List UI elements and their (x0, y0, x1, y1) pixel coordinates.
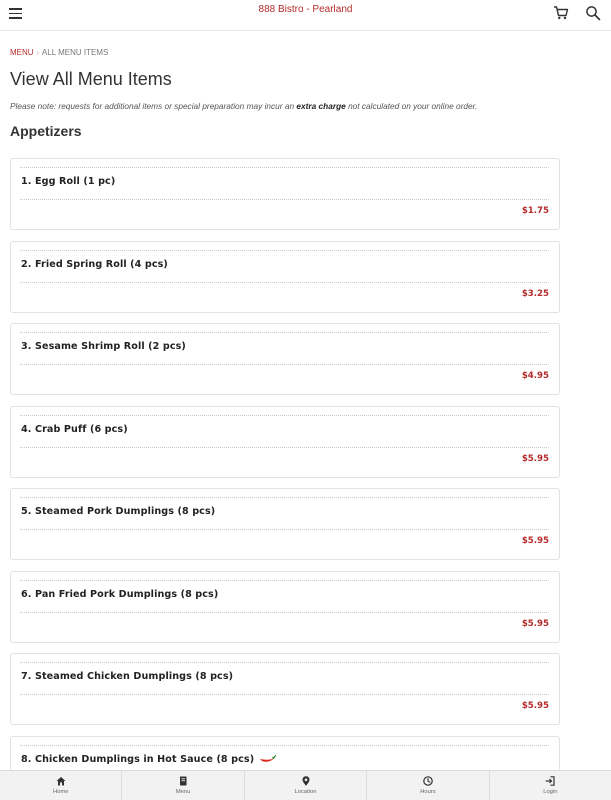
notice-text-end: not calculated on your online order. (345, 101, 478, 111)
login-icon (545, 776, 555, 786)
divider (20, 447, 549, 448)
menu-item-price: $5.95 (521, 453, 549, 464)
menu-item-card[interactable] (10, 158, 560, 230)
nav-hours[interactable] (367, 771, 489, 800)
menu-item-card[interactable] (10, 653, 560, 725)
divider (20, 199, 549, 200)
search-icon[interactable] (585, 5, 601, 21)
nav-menu[interactable] (122, 771, 244, 800)
section-heading-appetizers: Appetizers (10, 123, 82, 139)
nav-location[interactable] (245, 771, 367, 800)
nav-home[interactable] (0, 771, 122, 800)
breadcrumb (10, 48, 108, 57)
menu-item-price: $5.95 (521, 701, 549, 711)
menu-item-card[interactable] (10, 323, 560, 395)
clock-icon (423, 776, 433, 786)
menu-item-name: 4. Crab Puff (6 pcs) (21, 423, 128, 435)
menu-item-name: 5. Steamed Pork Dumplings (8 pcs) (21, 506, 216, 517)
menu-item-price: $4.95 (521, 371, 549, 381)
breadcrumb-current: ALL MENU ITEMS (41, 48, 109, 57)
location-pin-icon (301, 776, 311, 786)
nav-login[interactable] (490, 771, 611, 800)
menu-item-name: 1. Egg Roll (1 pc) (21, 176, 116, 187)
breadcrumb-separator: › (36, 50, 39, 57)
menu-book-icon (178, 776, 188, 786)
divider (20, 497, 549, 498)
divider (20, 612, 549, 613)
menu-item-name: 2. Fried Spring Roll (4 pcs) (21, 258, 168, 270)
menu-item-price: $1.75 (521, 206, 549, 216)
site-title[interactable]: 888 Bistro - Pearland (258, 4, 353, 15)
divider (20, 282, 549, 283)
divider (20, 415, 549, 416)
menu-item-card[interactable] (10, 571, 560, 643)
divider (20, 529, 549, 530)
menu-item-name: 6. Pan Fried Pork Dumplings (8 pcs) (21, 588, 219, 600)
divider (20, 580, 549, 581)
divider (20, 694, 549, 695)
home-icon (56, 776, 66, 786)
menu-item-name: 3. Sesame Shrimp Roll (2 pcs) (21, 341, 186, 352)
menu-item-name: 8. Chicken Dumplings in Hot Sauce (8 pcs) (21, 753, 255, 765)
notice-text-start: Please note: requests for additional items or special preparation may incur an (10, 101, 297, 111)
divider (20, 250, 549, 251)
menu-item-price: $5.95 (521, 536, 549, 546)
menu-item-card[interactable] (10, 488, 560, 560)
cart-icon[interactable] (553, 5, 569, 21)
nav-location-label: Location (294, 789, 317, 795)
menu-item-price: $3.25 (521, 288, 549, 299)
divider (20, 167, 549, 168)
chili-pepper-icon (258, 754, 276, 764)
divider (20, 662, 549, 663)
nav-menu-label: Menu (175, 789, 191, 795)
bottom-nav (0, 770, 611, 800)
nav-hours-label: Hours (420, 789, 436, 795)
notice-extra-charge: extra charge (296, 101, 346, 111)
nav-home-label: Home (52, 789, 69, 795)
menu-item-name-row (21, 754, 276, 765)
menu-item-card[interactable] (10, 241, 560, 313)
order-notice (10, 101, 477, 111)
divider (20, 332, 549, 333)
menu-item-card[interactable] (10, 406, 560, 478)
divider (20, 745, 549, 746)
breadcrumb-menu-link[interactable]: MENU (10, 48, 34, 57)
nav-login-label: Login (543, 789, 558, 795)
menu-item-name: 7. Steamed Chicken Dumplings (8 pcs) (21, 671, 234, 682)
divider (20, 364, 549, 365)
menu-item-price: $5.95 (521, 618, 549, 629)
top-bar (0, 0, 611, 31)
page-title: View All Menu Items (10, 69, 172, 89)
menu-item-list (10, 158, 560, 800)
